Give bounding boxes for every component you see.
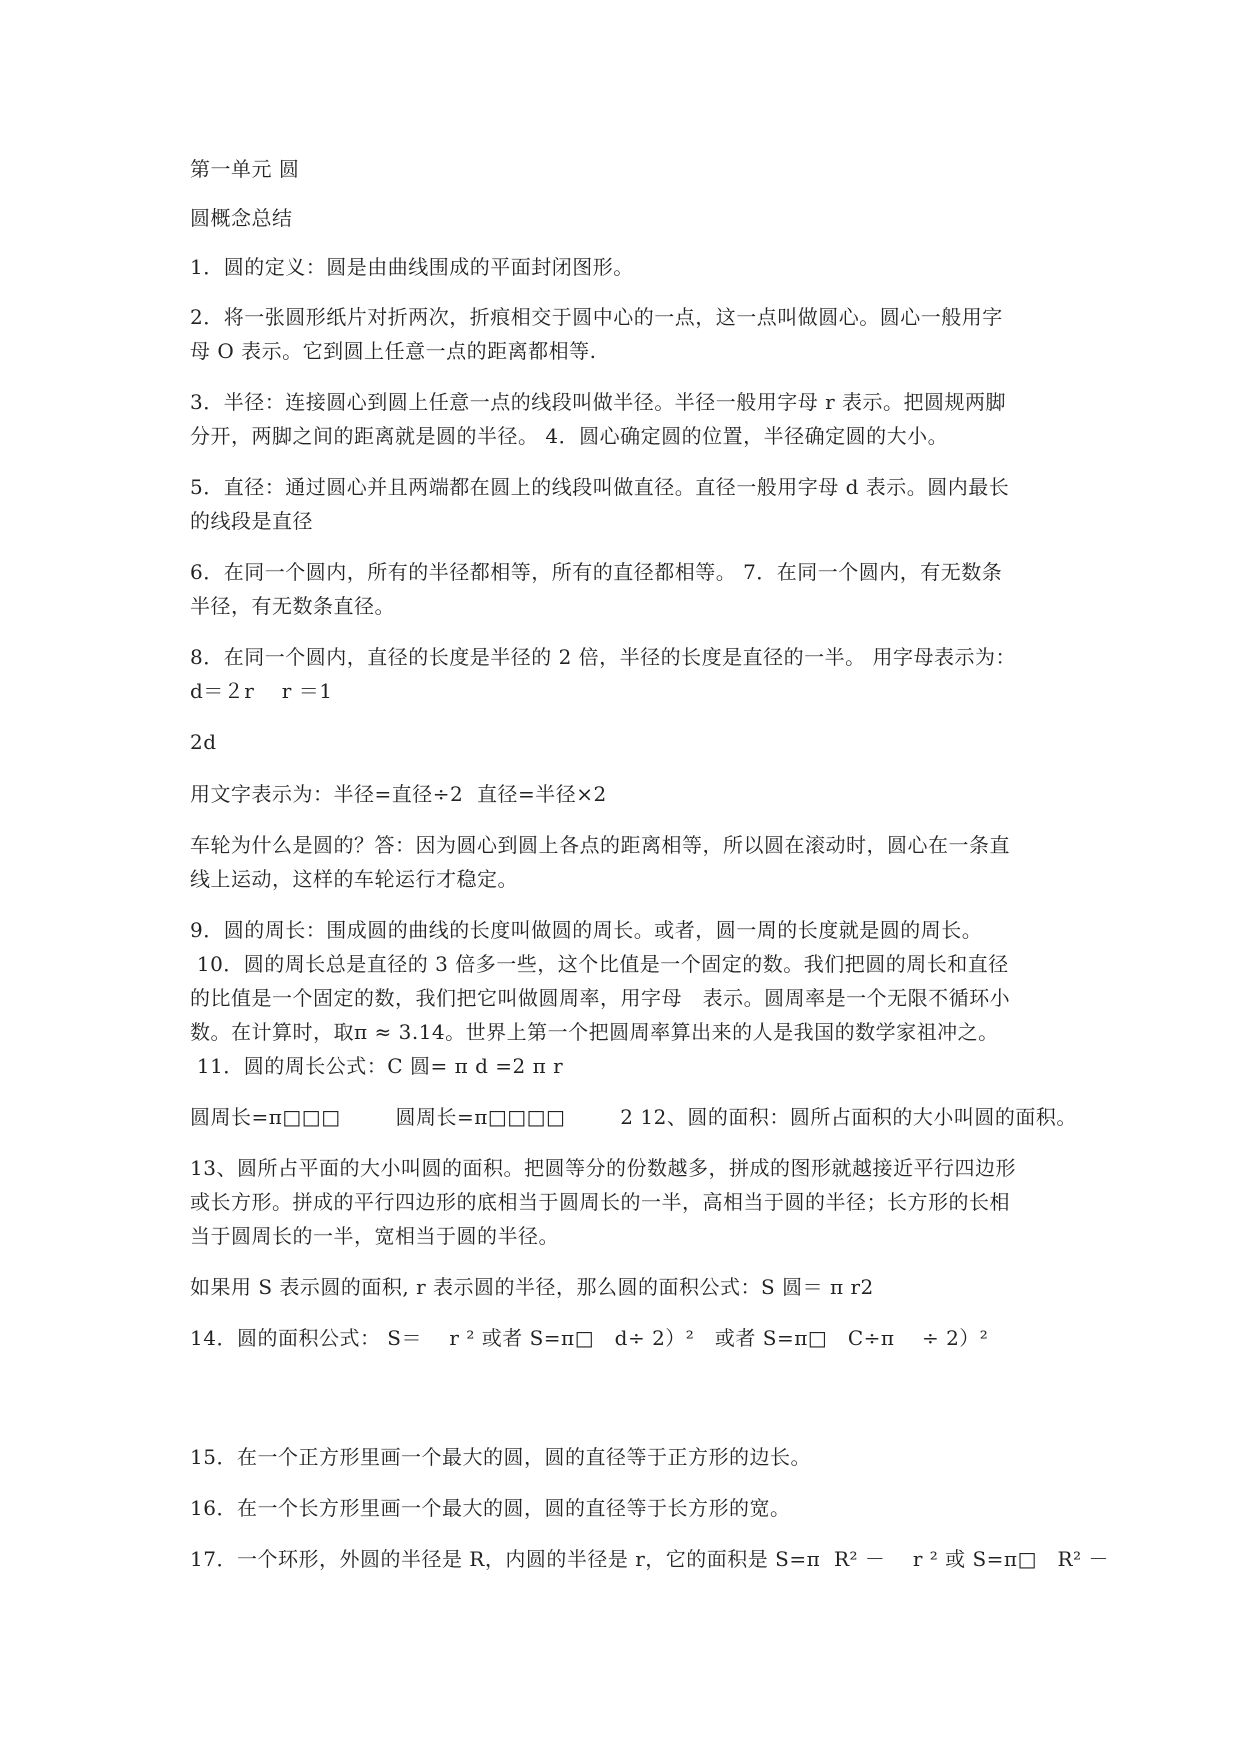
paragraph-13-line-1: 13、圆所占平面的大小叫圆的面积。把圆等分的份数越多，拼成的图形就越接近平行四边形 — [190, 1156, 1016, 1180]
paragraph-10-line-2: 的比值是一个固定的数，我们把它叫做圆周率，用字母 表示。圆周率是一个无限不循环小 — [190, 986, 1011, 1010]
paragraph-15: 15．在一个正方形里画一个最大的圆，圆的直径等于正方形的边长。 — [190, 1445, 811, 1469]
paragraph-13-line-3: 当于圆周长的一半，宽相当于圆的半径。 — [190, 1224, 559, 1248]
wheel-question-line-1: 车轮为什么是圆的？答：因为圆心到圆上各点的距离相等，所以圆在滚动时，圆心在一条直 — [190, 833, 1010, 857]
paragraph-6-line-1: 6．在同一个圆内，所有的半径都相等，所有的直径都相等。 7．在同一个圆内，有无数条 — [190, 560, 1003, 584]
section-heading: 圆概念总结 — [190, 206, 293, 230]
paragraph-3-line-2: 分开，两脚之间的距离就是圆的半径。 4．圆心确定圆的位置，半径确定圆的大小。 — [190, 424, 949, 448]
paragraph-17: 17．一个环形，外圆的半径是 R，内圆的半径是 r，它的面积是 S=π R² － r ² 或 S=π□ R² － — [190, 1547, 1109, 1571]
paragraph-11: 11．圆的周长公式：C 圆= π d =2 π r — [190, 1054, 564, 1078]
paragraph-8-line-2: d＝２r r ＝1 — [190, 679, 333, 703]
paragraph-10-line-1: 10．圆的周长总是直径的 3 倍多一些，这个比值是一个固定的数。我们把圆的周长和直径 — [190, 952, 1009, 976]
perimeter-formula-line: 圆周长=π□□□ 圆周长=π□□□□ 2 12、圆的面积：圆所占面积的大小叫圆的面积。 — [190, 1105, 1077, 1129]
paragraph-1: 1．圆的定义：圆是由曲线围成的平面封闭图形。 — [190, 255, 634, 279]
paragraph-5-line-2: 的线段是直径 — [190, 509, 313, 533]
paragraph-14: 14．圆的面积公式： S＝ r ² 或者 S=π□ d÷ 2）² 或者 S=π□ C÷π ÷ 2）² — [190, 1326, 989, 1350]
unit-title: 第一单元 圆 — [190, 157, 300, 181]
wheel-question-line-2: 线上运动，这样的车轮运行才稳定。 — [190, 867, 518, 891]
paragraph-2-line-2: 母 O 表示。它到圆上任意一点的距离都相等. — [190, 339, 597, 363]
paragraph-13-line-2: 或长方形。拼成的平行四边形的底相当于圆周长的一半，高相当于圆的半径；长方形的长相 — [190, 1190, 1010, 1214]
paragraph-6-line-2: 半径，有无数条直径。 — [190, 594, 395, 618]
paragraph-5-line-1: 5．直径：通过圆心并且两端都在圆上的线段叫做直径。直径一般用字母 d 表示。圆内最长 — [190, 475, 1010, 499]
paragraph-8-line-1: 8．在同一个圆内，直径的长度是半径的 2 倍，半径的长度是直径的一半。 用字母表示为： — [190, 645, 1017, 669]
word-formula-line: 用文字表示为：半径=直径÷2 直径=半径×2 — [190, 782, 607, 806]
paragraph-10-line-3: 数。在计算时，取π ≈ 3.14。世界上第一个把圆周率算出来的人是我国的数学家祖冲之。 — [190, 1020, 999, 1044]
paragraph-3-line-1: 3．半径：连接圆心到圆上任意一点的线段叫做半径。半径一般用字母 r 表示。把圆规两脚 — [190, 390, 1006, 414]
paragraph-9: 9．圆的周长：围成圆的曲线的长度叫做圆的周长。或者，圆一周的长度就是圆的周长。 — [190, 918, 983, 942]
paragraph-8-line-3: 2d — [190, 730, 217, 754]
paragraph-16: 16．在一个长方形里画一个最大的圆，圆的直径等于长方形的宽。 — [190, 1496, 791, 1520]
paragraph-2-line-1: 2．将一张圆形纸片对折两次，折痕相交于圆中心的一点，这一点叫做圆心。圆心一般用字 — [190, 305, 1003, 329]
area-formula-intro: 如果用 S 表示圆的面积, r 表示圆的半径，那么圆的面积公式：S 圆＝ π r2 — [190, 1275, 874, 1299]
